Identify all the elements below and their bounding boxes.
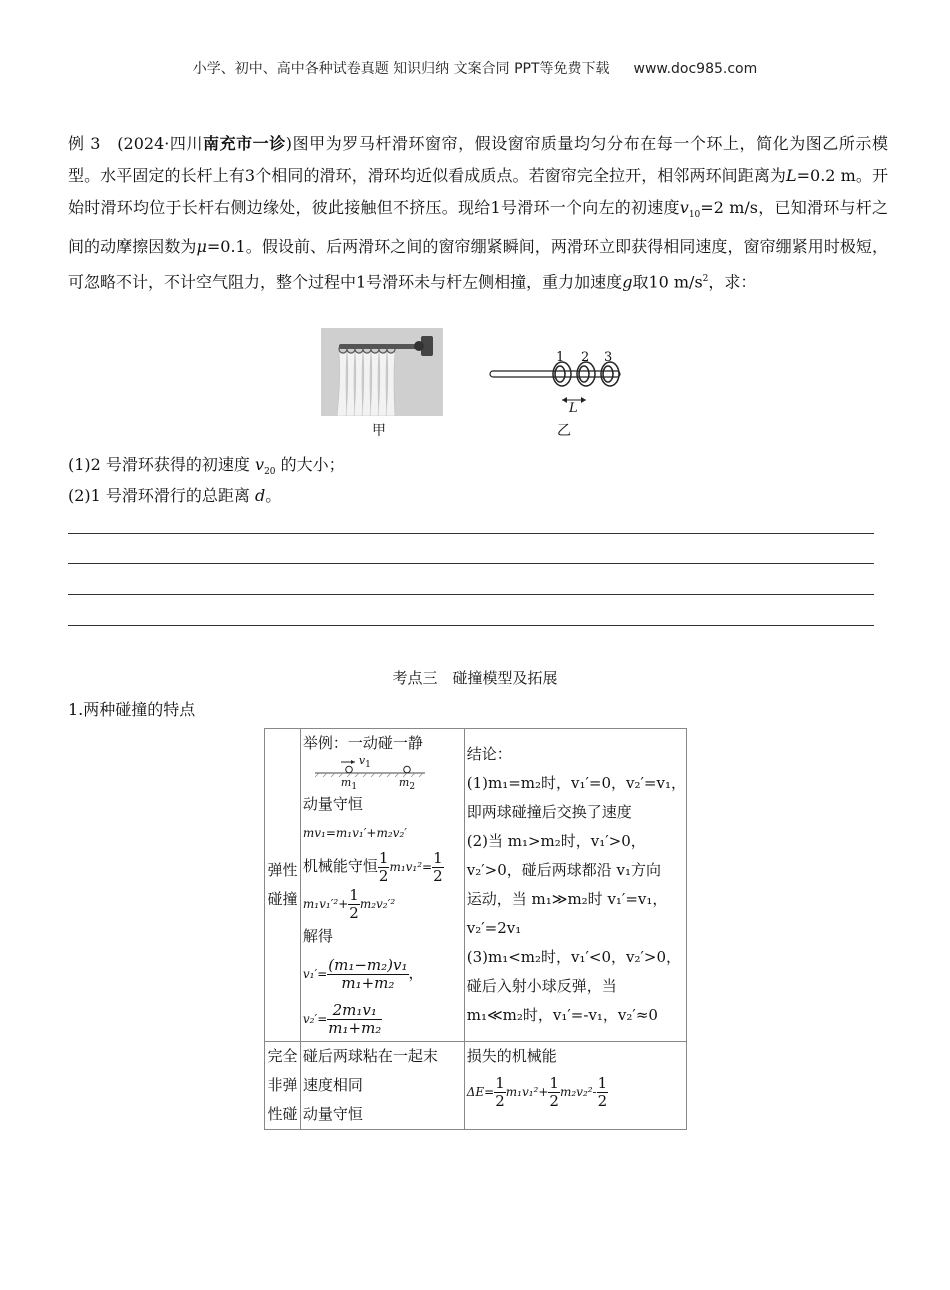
- source-suffix: ): [285, 134, 293, 153]
- unit-sup: 2: [702, 274, 709, 285]
- energy-tail: m₁v₁′²+: [302, 897, 349, 911]
- source-prefix: (2024·四川: [117, 134, 204, 153]
- diagram-v: v: [358, 754, 366, 767]
- source-bold: 南充市一诊: [203, 134, 286, 153]
- inelastic-loss-eq: [467, 1071, 686, 1112]
- curtain-photo: [321, 328, 443, 416]
- ring-label-3: 3: [604, 350, 613, 365]
- q2-post: 。: [265, 486, 282, 505]
- elastic-type-cell: [265, 729, 301, 1042]
- v2p-frac: [327, 1002, 382, 1037]
- v1p-label: v₁′=: [302, 967, 328, 981]
- example-text-2: =0.2 m。开始时滑环均位于长杆右侧边缘处，彼此接触但不挤压。现给1号滑环一个向左的初速度: [68, 166, 888, 217]
- var-v10: v: [679, 198, 689, 217]
- header-text: 小学、初中、高中各种试卷真题 知识归纳 文案合同 PPT等免费下载: [192, 61, 610, 77]
- frac-num: 1: [597, 1073, 608, 1092]
- q1-pre: (1)2 号滑环获得的初速度: [68, 455, 256, 474]
- elastic-conclusion-cell: [464, 729, 686, 1042]
- example-text-3: =2 m/s，已知滑环与杆之间的动摩擦因数为: [68, 198, 888, 257]
- diagram-m2-label: [399, 776, 415, 792]
- elastic-detail-cell: [300, 729, 464, 1042]
- v1p-comma: ，: [408, 964, 424, 982]
- frac-half-2: [432, 850, 444, 885]
- table-row-inelastic: [265, 1042, 687, 1130]
- var-v10-sub: 10: [688, 210, 701, 221]
- loss-term-2: m₂v₂²-: [559, 1085, 597, 1099]
- v2p-den: m₁+m₂: [328, 1018, 382, 1037]
- elastic-energy-line: [303, 848, 464, 885]
- inelastic-loss-cell: [464, 1042, 686, 1130]
- table-row-elastic: [265, 729, 687, 1042]
- header-url[interactable]: www.doc985.com: [633, 61, 758, 77]
- delta-e: ΔE=: [466, 1085, 495, 1099]
- frac-den: 2: [433, 866, 443, 885]
- answer-line-1[interactable]: [68, 533, 874, 534]
- inelastic-detail-cell: [300, 1042, 464, 1130]
- question-2: [68, 483, 281, 506]
- v2p-line: [303, 996, 464, 1041]
- inelastic-type-line: 性碰: [267, 1105, 298, 1123]
- elastic-type-line-2: 碰撞: [267, 890, 298, 908]
- conclusion-line: 运动，当 m₁≫m₂时 v₁′=v₁，: [466, 890, 668, 908]
- ring-label-1: 1: [556, 350, 565, 365]
- conclusion-line: 碰后入射小球反弹，当: [466, 977, 617, 995]
- v1p-den: m₁+m₂: [341, 973, 395, 992]
- inelastic-loss-label: 损失的机械能: [466, 1047, 557, 1065]
- answer-line-4[interactable]: [68, 625, 874, 626]
- elastic-momentum-eq: mv₁=m₁v₁′+m₂v₂′: [302, 826, 407, 840]
- conclusion-line: (1)m₁=m₂时，v₁′=0，v₂′=v₁，: [466, 774, 686, 792]
- energy-pre: 机械能守恒: [302, 857, 378, 875]
- frac-den: 2: [495, 1091, 505, 1110]
- elastic-energy-line-2: [303, 885, 464, 922]
- diagram-m1-sub: 1: [351, 782, 358, 793]
- q2-pre: (2)1 号滑环滑行的总距离: [68, 486, 256, 505]
- diagram-m2-sub: 2: [409, 782, 416, 793]
- frac-den: 2: [549, 1091, 559, 1110]
- section-subtitle: 1.两种碰撞的特点: [68, 700, 196, 719]
- rings-diagram: [488, 350, 628, 420]
- ring-label-2: 2: [581, 350, 590, 365]
- v2p-num: 2m₁v₁: [327, 1002, 382, 1020]
- conclusion-line: v₂′=2v₁: [466, 919, 522, 937]
- elastic-solve: 解得: [302, 927, 333, 945]
- var-mu: μ: [196, 237, 207, 257]
- loss-term-1: m₁v₁²+: [505, 1085, 549, 1099]
- section-title: 考点三 碰撞模型及拓展: [392, 669, 558, 687]
- inelastic-desc: 碰后两球粘在一起末: [302, 1047, 438, 1065]
- collision-diagram: [303, 754, 464, 793]
- v2p-label: v₂′=: [302, 1012, 328, 1026]
- page-header: [0, 58, 950, 78]
- frac-num: 1: [549, 1073, 559, 1092]
- q1-post: 的大小；: [275, 455, 345, 474]
- frac-den: 2: [378, 866, 389, 885]
- example-text-1: 图甲为罗马杆滑环窗帘，假设窗帘质量均匀分布在每一个环上，简化为图乙所示模型。水平固定的长杆上有3个相同的滑环，滑环均近似看成质点。若窗帘完全拉开，相邻两环间距离为: [68, 134, 888, 185]
- loss-frac-3: [597, 1075, 609, 1110]
- inelastic-desc: 动量守恒: [302, 1105, 363, 1123]
- example-text-4: =0.1。假设前、后两滑环之间的窗帘绷紧瞬间，两滑环立即获得相同速度，窗帘绷紧用时极短，可忽略不计，不计空气阻力，整个过程中1号滑环未与杆左侧相撞，重力加速度: [68, 237, 888, 292]
- diagram-m2: m: [398, 776, 410, 789]
- answer-line-2[interactable]: [68, 563, 874, 564]
- var-L: L: [786, 166, 797, 185]
- loss-frac-2: [548, 1075, 560, 1110]
- diagram-v-label: [359, 754, 371, 770]
- frac-den: 2: [597, 1091, 608, 1110]
- elastic-example: 举例：一动碰一静: [302, 734, 423, 752]
- inelastic-type-cell: [265, 1042, 301, 1130]
- inelastic-desc: 速度相同: [302, 1076, 363, 1094]
- caption-jia: 甲: [372, 423, 386, 439]
- frac-num: 1: [378, 848, 389, 867]
- q1-var: v: [255, 455, 265, 474]
- q1-sub: 20: [264, 467, 276, 478]
- example-label: 例 3: [68, 134, 101, 153]
- diagram-m1: m: [340, 776, 352, 789]
- frac-num: 1: [349, 885, 359, 904]
- question-1: [68, 452, 345, 477]
- energy-end: m₂v₂′²: [359, 897, 396, 911]
- distance-label: L: [569, 401, 578, 416]
- diagram-m1-label: [341, 776, 357, 792]
- conclusion-line: v₂′>0，碰后两球都沿 v₁方向: [466, 861, 661, 879]
- v1p-line: [303, 951, 464, 996]
- v1p-frac: [327, 957, 408, 992]
- frac-num: 1: [433, 848, 443, 867]
- inelastic-type-line: 非弹: [267, 1076, 298, 1094]
- frac-den: 2: [349, 903, 359, 922]
- conclusion-line: 即两球碰撞后交换了速度: [466, 803, 632, 821]
- energy-mid: m₁v₁²=: [389, 860, 433, 874]
- answer-line-3[interactable]: [68, 594, 874, 595]
- example-text-6: ，求：: [708, 272, 757, 292]
- frac-num: 1: [495, 1073, 505, 1092]
- v1p-num: (m₁−m₂)v₁: [328, 955, 408, 974]
- diagram-v-sub: 1: [365, 760, 371, 771]
- example-paragraph: [68, 128, 888, 299]
- caption-yi: 乙: [557, 423, 571, 439]
- frac-half-3: [348, 887, 360, 922]
- inelastic-type-line: 完全: [267, 1047, 298, 1065]
- conclusion-line: (3)m₁<m₂时，v₁′<0，v₂′>0，: [466, 948, 682, 966]
- elastic-momentum: 动量守恒: [302, 795, 363, 813]
- loss-frac-1: [494, 1075, 506, 1110]
- elastic-type-line-1: 弹性: [267, 861, 298, 879]
- conclusion-line: (2)当 m₁>m₂时，v₁′>0，: [466, 832, 646, 850]
- collision-table: [264, 728, 687, 1130]
- frac-half-1: [378, 850, 390, 885]
- example-text-5: 取10 m/s: [632, 272, 703, 292]
- var-g: g: [622, 272, 633, 292]
- conclusion-line: m₁≪m₂时，v₁′=-v₁，v₂′≈0: [466, 1006, 658, 1024]
- conclusion-line: 结论：: [466, 745, 512, 763]
- q2-var: d: [255, 486, 266, 505]
